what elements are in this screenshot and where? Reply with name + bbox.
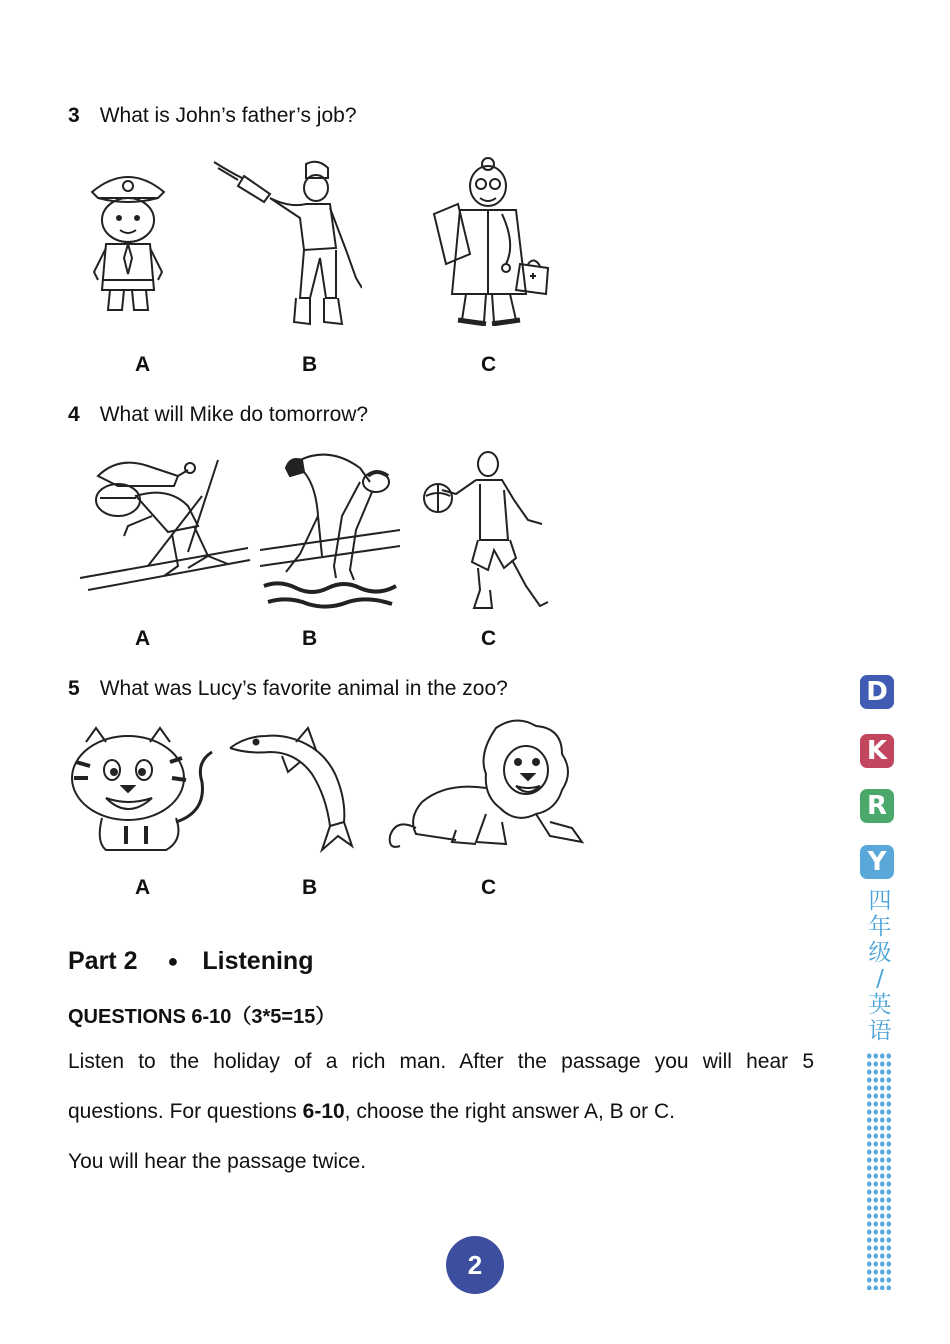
question-4-title (68, 403, 368, 427)
grade-label (866, 888, 894, 1044)
instruction-line-3: You will hear the passage twice. (68, 1150, 367, 1173)
subject-char: 语 (868, 1018, 892, 1044)
question-text: What is John’s father’s job? (99, 104, 357, 127)
question-text: What will Mike do tomorrow? (99, 403, 369, 426)
swimming-image[interactable] (260, 446, 400, 612)
option-label[interactable]: B (302, 353, 318, 376)
grade-char: 级 (868, 940, 892, 966)
question-text: What was Lucy’s favorite animal in the zoo? (99, 677, 508, 700)
option-label[interactable]: A (135, 876, 151, 899)
question-range: 6-10 (302, 1100, 345, 1123)
tiger-image[interactable] (66, 722, 216, 856)
logo-letter-y: Y (860, 845, 894, 879)
bullet: ● (167, 951, 179, 971)
slash: / (876, 966, 884, 992)
dot-pattern-decoration (866, 1052, 892, 1290)
grade-char: 年 (868, 914, 892, 940)
option-label[interactable]: B (302, 876, 318, 899)
logo-letter-d: D (860, 675, 894, 709)
subject-char: 英 (868, 992, 892, 1018)
option-label[interactable]: C (481, 627, 497, 650)
instruction-line-2 (68, 1100, 675, 1124)
skiing-image[interactable] (78, 456, 254, 606)
question-number: 4 (68, 403, 80, 426)
basketball-image[interactable] (418, 450, 564, 612)
option-label[interactable]: B (302, 627, 318, 650)
page-number: 2 (446, 1236, 504, 1294)
option-label[interactable]: C (481, 876, 497, 899)
dolphin-image[interactable] (226, 726, 360, 854)
instruction-text: , choose the right answer A, B or C. (344, 1100, 676, 1123)
doctor-image[interactable] (430, 154, 554, 326)
fireman-image[interactable] (210, 158, 362, 328)
part-label: Part 2 (68, 947, 138, 975)
option-label[interactable]: C (481, 353, 497, 376)
question-3-title (68, 104, 357, 128)
question-number: 5 (68, 677, 80, 700)
lion-image[interactable] (386, 718, 586, 856)
option-label[interactable]: A (135, 353, 151, 376)
question-5-title (68, 677, 508, 701)
questions-heading: QUESTIONS 6-10（3*5=15） (68, 1006, 336, 1028)
logo-letter-r: R (860, 789, 894, 823)
policeman-image[interactable] (82, 162, 174, 320)
grade-char: 四 (868, 888, 892, 914)
section-label: Listening (202, 947, 314, 975)
logo-letter-k: K (860, 734, 894, 768)
instruction-text: questions. For questions (68, 1100, 303, 1123)
instruction-line-1: Listen to the holiday of a rich man. After the passage you will hear 5 (68, 1050, 814, 1073)
question-number: 3 (68, 104, 80, 127)
option-label[interactable]: A (135, 627, 151, 650)
part-2-heading (68, 947, 313, 976)
